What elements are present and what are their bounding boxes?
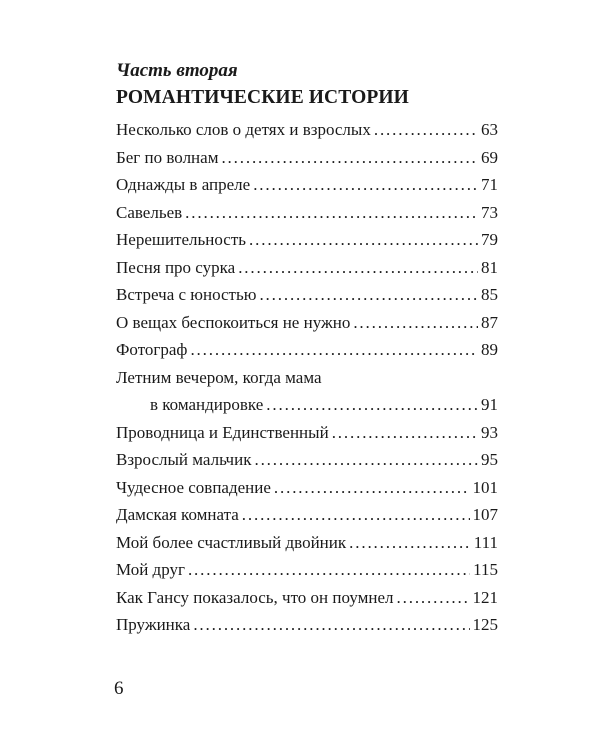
toc-entry <box>116 611 498 639</box>
toc-entry <box>116 199 498 227</box>
toc-entry-title-line1: Летним вечером, когда мама <box>116 367 322 387</box>
toc-entry <box>116 254 498 282</box>
page-number: 6 <box>114 678 124 699</box>
toc-entry-title: Чудесное совпадение <box>116 477 271 497</box>
part-label: Часть вторая <box>116 60 238 81</box>
dot-leader <box>332 419 478 447</box>
toc-entry-title: О вещах беспокоиться не нужно <box>116 312 351 332</box>
dot-leader <box>188 556 470 584</box>
toc-entry-page: 93 <box>481 422 498 442</box>
toc-entry-title: Мой более счастливый двойник <box>116 532 347 552</box>
toc-entry <box>116 584 498 612</box>
toc-entry-title: Дамская комната <box>116 505 239 524</box>
dot-leader <box>185 199 478 227</box>
toc-entry-title: Мой друг <box>116 560 185 579</box>
toc-entry-title: Взрослый мальчик <box>116 450 252 469</box>
toc-entry-title: Как Гансу показалось, что он поумнел <box>116 587 394 607</box>
toc-entry <box>116 474 498 502</box>
table-of-contents <box>116 116 498 639</box>
toc-entry-page: 89 <box>481 340 498 359</box>
toc-entry-page: 95 <box>481 450 498 469</box>
toc-entry-title: Однажды в апреле <box>116 175 251 194</box>
toc-entry-page: 63 <box>481 120 498 139</box>
toc-entry-page: 115 <box>473 560 498 579</box>
toc-entry-title: Пружинка <box>116 615 191 634</box>
toc-entry-page: 81 <box>481 257 498 277</box>
toc-entry <box>116 556 498 584</box>
section-title: РОМАНТИЧЕСКИЕ ИСТОРИИ <box>116 87 409 108</box>
toc-entry-page: 71 <box>481 175 498 194</box>
dot-leader <box>242 501 470 529</box>
toc-entry <box>116 281 498 309</box>
toc-entry-title: Бег по волнам <box>116 147 219 167</box>
toc-entry <box>116 501 498 529</box>
toc-entry-title: Савельев <box>116 202 183 222</box>
toc-entry-page: 111 <box>473 532 498 552</box>
dot-leader <box>190 336 478 364</box>
dot-leader <box>349 529 471 557</box>
toc-entry-page: 125 <box>472 615 498 634</box>
toc-entry <box>116 364 498 419</box>
toc-entry-page: 107 <box>472 505 498 524</box>
toc-entry-title: Встреча с юностью <box>116 285 257 304</box>
toc-entry-page: 69 <box>481 147 498 167</box>
toc-entry-page: 91 <box>481 395 498 414</box>
toc-entry <box>116 116 498 144</box>
toc-entry <box>116 446 498 474</box>
toc-entry-page: 87 <box>481 312 498 332</box>
toc-entry <box>116 226 498 254</box>
dot-leader <box>253 171 478 199</box>
dot-leader <box>274 474 470 502</box>
toc-entry <box>116 529 498 557</box>
toc-entry-title: Проводница и Единственный <box>116 422 329 442</box>
dot-leader <box>254 446 478 474</box>
toc-entry <box>116 419 498 447</box>
dot-leader <box>193 611 469 639</box>
toc-entry-title: Фотограф <box>116 340 188 359</box>
dot-leader <box>238 254 478 282</box>
dot-leader <box>221 144 478 172</box>
dot-leader <box>249 226 478 254</box>
dot-leader <box>353 309 478 337</box>
toc-entry-title: Нерешительность <box>116 230 247 249</box>
toc-entry-page: 121 <box>472 587 498 607</box>
dot-leader <box>259 281 478 309</box>
dot-leader <box>374 116 478 144</box>
toc-entry-page: 85 <box>481 285 498 304</box>
toc-entry <box>116 309 498 337</box>
toc-entry <box>116 144 498 172</box>
toc-entry-title-line2: в командировке <box>150 395 264 414</box>
toc-entry-page: 73 <box>481 202 498 222</box>
toc-entry-page: 79 <box>481 230 498 249</box>
toc-entry-title: Несколько слов о детях и взрослых <box>116 120 371 139</box>
toc-entry-title: Песня про сурка <box>116 257 236 277</box>
dot-leader <box>266 391 478 419</box>
toc-entry <box>116 336 498 364</box>
toc-entry <box>116 171 498 199</box>
toc-entry-page: 101 <box>472 477 498 497</box>
dot-leader <box>397 584 470 612</box>
